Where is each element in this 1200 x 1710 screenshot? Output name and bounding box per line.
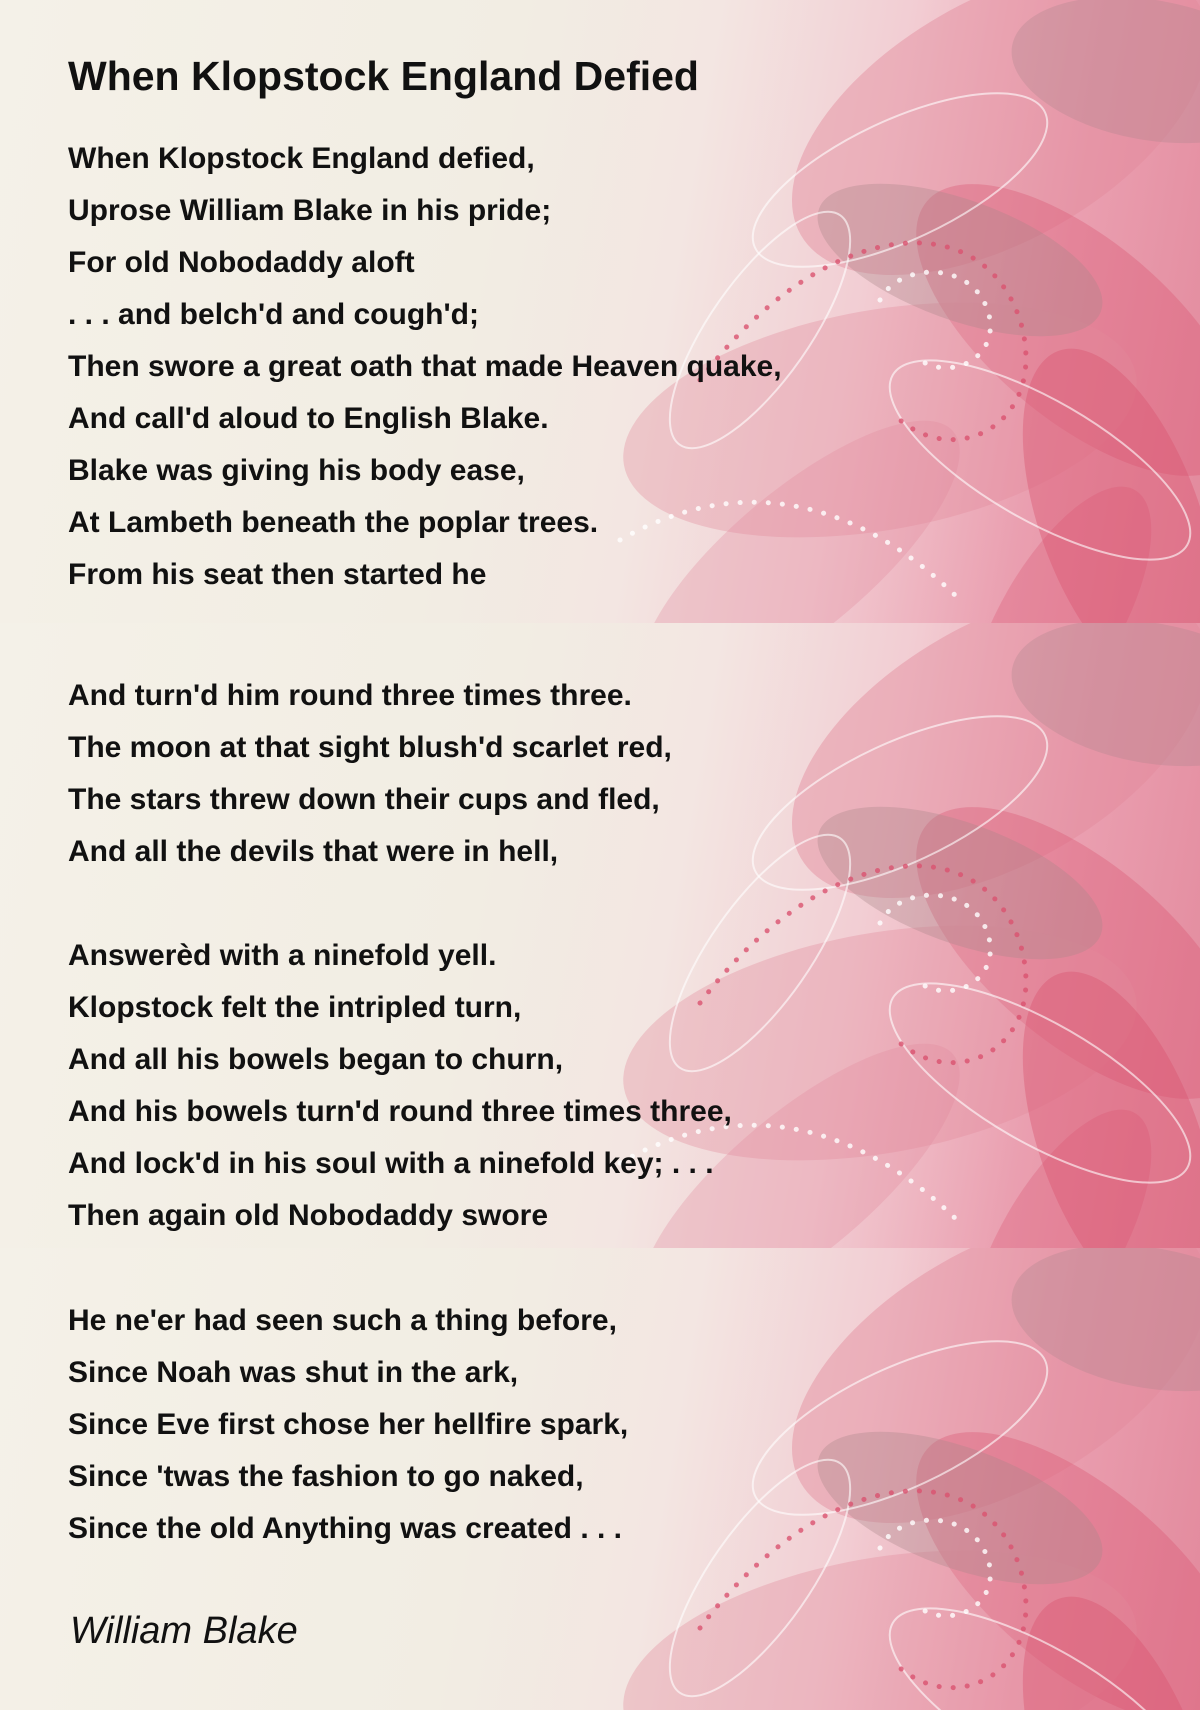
poem-line: Since 'twas the fashion to go naked, <box>68 1460 584 1493</box>
stanza-1 <box>68 133 782 601</box>
poem-line: . . . and belch'd and cough'd; <box>68 298 479 331</box>
poem-title: When Klopstock England Defied <box>68 53 699 99</box>
poem-line: For old Nobodaddy aloft <box>68 246 415 279</box>
poem-line: Klopstock felt the intripled turn, <box>68 991 522 1024</box>
poem-line: When Klopstock England defied, <box>68 142 535 175</box>
poem-line: Blake was giving his body ease, <box>68 454 525 487</box>
poem-line: Then swore a great oath that made Heaven quake, <box>68 350 782 383</box>
poem-line: Answerèd with a ninefold yell. <box>68 939 497 972</box>
poem-line: The stars threw down their cups and fled, <box>68 783 660 816</box>
poem-line: And his bowels turn'd round three times three, <box>68 1095 732 1128</box>
poem-line: He ne'er had seen such a thing before, <box>68 1304 617 1337</box>
poem-line: Uprose William Blake in his pride; <box>68 194 552 227</box>
poem-line: Since Noah was shut in the ark, <box>68 1356 519 1389</box>
poem-line: And lock'd in his soul with a ninefold key; . . . <box>68 1147 714 1180</box>
poem-author: William Blake <box>70 1610 298 1652</box>
poem-line: From his seat then started he <box>68 558 487 591</box>
poem-line: Then again old Nobodaddy swore <box>68 1199 549 1232</box>
poem-line: Since Eve first chose her hellfire spark, <box>68 1408 629 1441</box>
poem-line: Since the old Anything was created . . . <box>68 1512 623 1545</box>
poem-line: The moon at that sight blush'd scarlet red, <box>68 731 672 764</box>
poem-line: And call'd aloud to English Blake. <box>68 402 549 435</box>
poem-line: And turn'd him round three times three. <box>68 679 632 712</box>
stanza-2 <box>68 670 672 878</box>
poem-line: And all the devils that were in hell, <box>68 835 559 868</box>
poem-line: At Lambeth beneath the poplar trees. <box>68 506 599 539</box>
stanza-4 <box>68 1295 628 1555</box>
poem-line: And all his bowels began to churn, <box>68 1043 564 1076</box>
stanza-3 <box>68 930 732 1242</box>
